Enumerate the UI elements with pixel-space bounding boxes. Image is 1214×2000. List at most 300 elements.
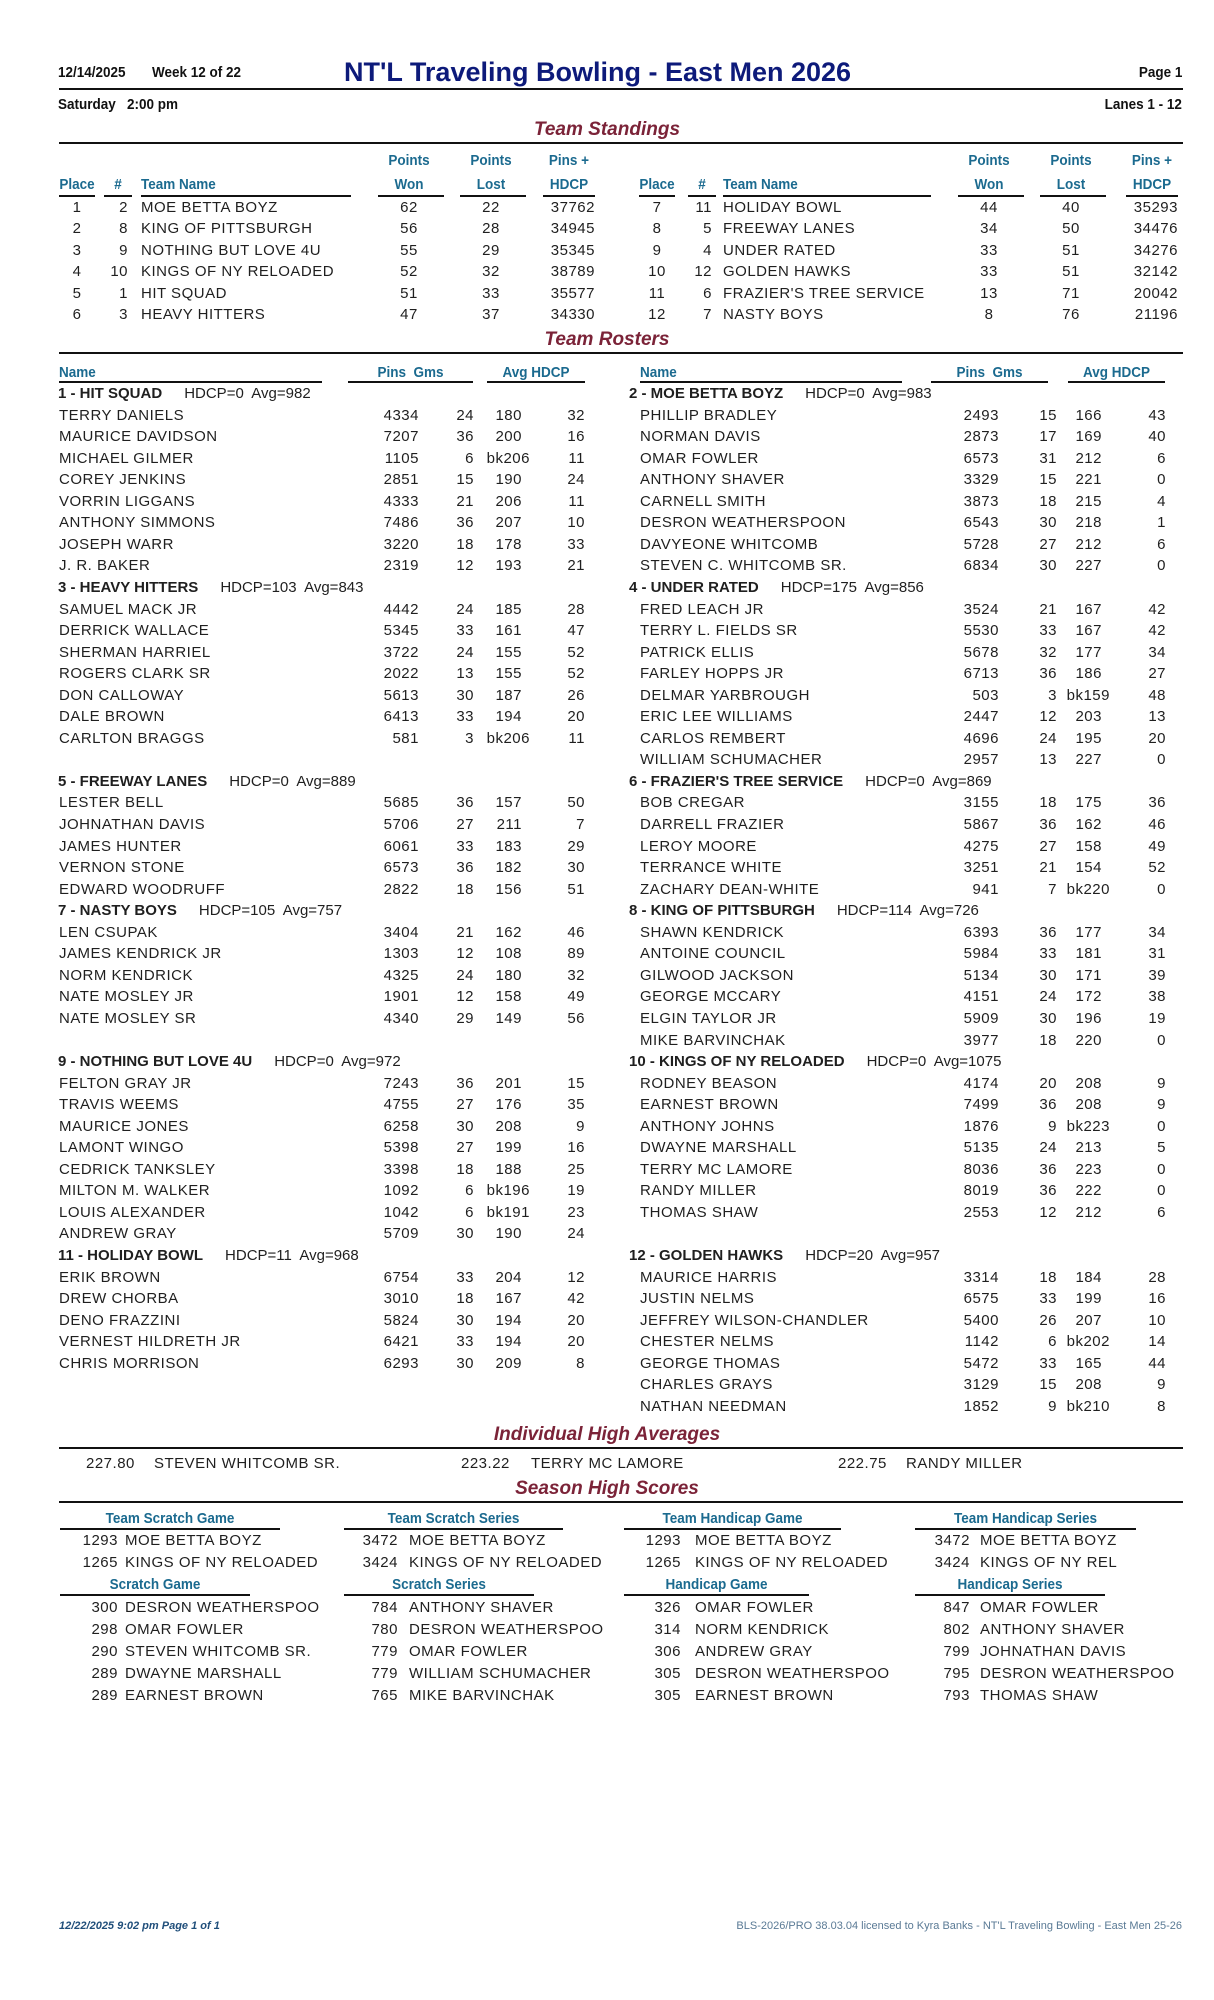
individual-high-name: OMAR FOWLER bbox=[695, 1599, 814, 1616]
player-handicap: 42 bbox=[567, 1290, 585, 1307]
player-handicap: 28 bbox=[1148, 1269, 1166, 1286]
standing-pins-hdcp: 32142 bbox=[1133, 263, 1178, 280]
team-roster-info: HDCP=0 Avg=982 bbox=[184, 385, 311, 402]
player-games: 6 bbox=[465, 1182, 474, 1199]
standing-points-won: 33 bbox=[980, 263, 998, 280]
report-title: NT'L Traveling Bowling - East Men 2026 bbox=[344, 57, 852, 87]
player-pins: 6421 bbox=[383, 1333, 419, 1350]
player-average: 206 bbox=[495, 493, 522, 510]
standing-team-number: 1 bbox=[119, 285, 128, 302]
high-averages-rule bbox=[59, 1447, 1183, 1449]
player-name: FRED LEACH JR bbox=[640, 601, 765, 618]
team-high-name: KINGS OF NY RELOADED bbox=[125, 1554, 319, 1571]
player-handicap: 0 bbox=[1157, 1032, 1166, 1049]
player-average: 190 bbox=[495, 1225, 522, 1242]
player-pins: 6573 bbox=[963, 450, 999, 467]
player-name: ERIK BROWN bbox=[59, 1269, 161, 1286]
player-handicap: 48 bbox=[1148, 687, 1166, 704]
player-handicap: 34 bbox=[1148, 644, 1166, 661]
player-pins: 5867 bbox=[963, 816, 999, 833]
player-pins: 3220 bbox=[383, 536, 419, 553]
standing-points-won: 44 bbox=[980, 199, 998, 216]
team-high-title: Team Scratch Game bbox=[105, 1510, 235, 1527]
season-high-title: Season High Scores bbox=[515, 1478, 699, 1499]
team-roster-header bbox=[58, 385, 311, 403]
player-name: NATE MOSLEY JR bbox=[59, 988, 194, 1005]
standing-points-lost: 50 bbox=[1062, 220, 1080, 237]
individual-high-name: EARNEST BROWN bbox=[695, 1687, 834, 1704]
player-games: 36 bbox=[456, 1075, 474, 1092]
player-handicap: 42 bbox=[1148, 601, 1166, 618]
team-roster-header bbox=[58, 579, 363, 597]
standing-team-name: HEAVY HITTERS bbox=[141, 306, 266, 323]
header-underline bbox=[624, 1594, 809, 1596]
header-underline bbox=[60, 1528, 280, 1530]
player-handicap: 0 bbox=[1157, 557, 1166, 574]
individual-high-score: 802 bbox=[943, 1621, 970, 1638]
team-roster-header bbox=[629, 579, 924, 597]
standing-points-won: 51 bbox=[400, 285, 418, 302]
player-pins: 3155 bbox=[963, 794, 999, 811]
header-underline bbox=[958, 195, 1024, 197]
standing-team-name: KINGS OF NY RELOADED bbox=[141, 263, 335, 280]
player-games: 15 bbox=[1039, 407, 1057, 424]
player-handicap: 49 bbox=[1148, 838, 1166, 855]
player-handicap: 23 bbox=[567, 1204, 585, 1221]
footer-license: BLS-2026/PRO 38.03.04 licensed to Kyra Banks - NT'L Traveling Bowling - East Men 25-26 bbox=[736, 1920, 1182, 1932]
header-underline bbox=[624, 1528, 841, 1530]
player-pins: 6834 bbox=[963, 557, 999, 574]
player-handicap: 44 bbox=[1148, 1355, 1166, 1372]
player-pins: 5706 bbox=[383, 816, 419, 833]
individual-high-score: 784 bbox=[371, 1599, 398, 1616]
player-average: 218 bbox=[1075, 514, 1102, 531]
player-average: 222 bbox=[1075, 1182, 1102, 1199]
player-name: PHILLIP BRADLEY bbox=[640, 407, 778, 424]
player-name: DARRELL FRAZIER bbox=[640, 816, 785, 833]
player-games: 15 bbox=[456, 471, 474, 488]
player-average: 149 bbox=[495, 1010, 522, 1027]
player-pins: 7243 bbox=[383, 1075, 419, 1092]
individual-high-name: OMAR FOWLER bbox=[409, 1643, 528, 1660]
standing-team-number: 7 bbox=[703, 306, 712, 323]
player-name: GILWOOD JACKSON bbox=[640, 967, 794, 984]
player-pins: 7499 bbox=[963, 1096, 999, 1113]
individual-high-score: 793 bbox=[943, 1687, 970, 1704]
player-name: MILTON M. WALKER bbox=[59, 1182, 211, 1199]
standing-team-name: UNDER RATED bbox=[723, 242, 836, 259]
player-games: 6 bbox=[1048, 1333, 1057, 1350]
player-average: 194 bbox=[495, 708, 522, 725]
player-handicap: 8 bbox=[576, 1355, 585, 1372]
player-games: 27 bbox=[1039, 838, 1057, 855]
individual-high-score: 795 bbox=[943, 1665, 970, 1682]
player-pins: 5472 bbox=[963, 1355, 999, 1372]
player-average: 157 bbox=[495, 794, 522, 811]
player-games: 18 bbox=[1039, 493, 1057, 510]
player-handicap: 26 bbox=[567, 687, 585, 704]
standing-pins-hdcp: 34476 bbox=[1133, 220, 1178, 237]
player-pins: 5824 bbox=[383, 1312, 419, 1329]
rosters-title: Team Rosters bbox=[544, 329, 670, 350]
header-underline bbox=[1068, 381, 1165, 383]
player-handicap: 43 bbox=[1148, 407, 1166, 424]
header-underline bbox=[723, 195, 931, 197]
standing-team-name: NOTHING BUT LOVE 4U bbox=[141, 242, 322, 259]
standing-points-lost: 71 bbox=[1062, 285, 1080, 302]
player-average: 172 bbox=[1075, 988, 1102, 1005]
header-number: # bbox=[698, 176, 706, 193]
standing-pins-hdcp: 35577 bbox=[550, 285, 595, 302]
player-games: 24 bbox=[456, 407, 474, 424]
player-games: 24 bbox=[456, 601, 474, 618]
high-averages-title: Individual High Averages bbox=[493, 1424, 721, 1445]
individual-high-score: 306 bbox=[654, 1643, 681, 1660]
standing-pins-hdcp: 37762 bbox=[550, 199, 595, 216]
standing-team-name: KING OF PITTSBURGH bbox=[141, 220, 313, 237]
header-underline bbox=[344, 1528, 563, 1530]
player-average: 165 bbox=[1075, 1355, 1102, 1372]
team-roster-header bbox=[629, 902, 979, 920]
header-underline bbox=[344, 1594, 534, 1596]
player-name: VERNON STONE bbox=[59, 859, 185, 876]
header-team-name: Team Name bbox=[141, 176, 216, 193]
standing-team-number: 12 bbox=[694, 263, 712, 280]
standing-points-won: 56 bbox=[400, 220, 418, 237]
player-handicap: 38 bbox=[1148, 988, 1166, 1005]
individual-high-name: OMAR FOWLER bbox=[125, 1621, 244, 1638]
player-name: ANTOINE COUNCIL bbox=[640, 945, 786, 962]
player-handicap: 19 bbox=[1148, 1010, 1166, 1027]
player-games: 32 bbox=[1039, 644, 1057, 661]
header-won: Won bbox=[394, 176, 424, 193]
header-lost: Lost bbox=[1056, 176, 1086, 193]
team-roster-header bbox=[629, 773, 992, 791]
team-high-name: KINGS OF NY RELOADED bbox=[695, 1554, 889, 1571]
standing-pins-hdcp: 34945 bbox=[550, 220, 595, 237]
page-label: Page 1 bbox=[1138, 64, 1182, 81]
individual-high-score: 779 bbox=[371, 1665, 398, 1682]
standing-team-number: 2 bbox=[119, 199, 128, 216]
player-average: 212 bbox=[1075, 536, 1102, 553]
player-games: 30 bbox=[456, 1312, 474, 1329]
header-underline bbox=[915, 1594, 1105, 1596]
player-games: 3 bbox=[1048, 687, 1057, 704]
player-average: 213 bbox=[1075, 1139, 1102, 1156]
player-games: 36 bbox=[456, 428, 474, 445]
team-high-title: Team Handicap Game bbox=[662, 1510, 803, 1527]
player-pins: 4334 bbox=[383, 407, 419, 424]
team-roster-name: 6 - FRAZIER'S TREE SERVICE bbox=[629, 773, 844, 790]
report-date: 12/14/2025 bbox=[58, 64, 126, 81]
player-name: JOSEPH WARR bbox=[59, 536, 174, 553]
player-handicap: 16 bbox=[567, 428, 585, 445]
standing-points-won: 13 bbox=[980, 285, 998, 302]
individual-high-score: 298 bbox=[91, 1621, 118, 1638]
standing-points-won: 8 bbox=[984, 306, 994, 323]
player-pins: 1042 bbox=[383, 1204, 419, 1221]
player-pins: 5398 bbox=[383, 1139, 419, 1156]
standing-place: 3 bbox=[72, 242, 82, 259]
player-games: 12 bbox=[1039, 708, 1057, 725]
player-games: 24 bbox=[1039, 730, 1057, 747]
player-handicap: 19 bbox=[567, 1182, 585, 1199]
header-pins-top: Pins + bbox=[548, 152, 590, 169]
team-roster-info: HDCP=105 Avg=757 bbox=[198, 902, 343, 919]
player-handicap: 0 bbox=[1157, 751, 1166, 768]
team-roster-header bbox=[629, 385, 932, 403]
high-average-value: 223.22 bbox=[461, 1455, 510, 1472]
player-handicap: 11 bbox=[568, 450, 585, 467]
player-name: DELMAR YARBROUGH bbox=[640, 687, 810, 704]
player-average: 208 bbox=[1075, 1075, 1102, 1092]
standing-points-lost: 51 bbox=[1062, 242, 1080, 259]
header-underline bbox=[640, 381, 902, 383]
player-name: EDWARD WOODRUFF bbox=[59, 881, 226, 898]
player-handicap: 9 bbox=[576, 1118, 585, 1135]
header-avg-hdcp: Avg HDCP bbox=[1082, 364, 1150, 381]
player-name: ANTHONY JOHNS bbox=[640, 1118, 775, 1135]
player-pins: 1852 bbox=[963, 1398, 999, 1415]
player-average: 208 bbox=[495, 1118, 522, 1135]
player-pins: 2022 bbox=[383, 665, 419, 682]
header-pins-games: Pins Gms bbox=[377, 364, 444, 381]
player-pins: 3010 bbox=[383, 1290, 419, 1307]
player-name: ANTHONY SHAVER bbox=[640, 471, 785, 488]
player-name: COREY JENKINS bbox=[59, 471, 187, 488]
player-pins: 3404 bbox=[383, 924, 419, 941]
player-pins: 5678 bbox=[963, 644, 999, 661]
player-games: 9 bbox=[1048, 1398, 1057, 1415]
player-handicap: 39 bbox=[1148, 967, 1166, 984]
player-name: RANDY MILLER bbox=[640, 1182, 757, 1199]
player-pins: 1105 bbox=[384, 450, 419, 467]
header-points-won-top: Points bbox=[968, 152, 1010, 169]
header-underline bbox=[59, 381, 322, 383]
player-handicap: 0 bbox=[1157, 1118, 1166, 1135]
header-underline bbox=[688, 195, 716, 197]
player-average: 195 bbox=[1075, 730, 1102, 747]
standing-place: 1 bbox=[72, 199, 82, 216]
team-high-score: 1265 bbox=[82, 1554, 118, 1571]
player-name: FARLEY HOPPS JR bbox=[640, 665, 784, 682]
individual-high-score: 290 bbox=[91, 1643, 118, 1660]
player-average: 227 bbox=[1075, 751, 1102, 768]
player-handicap: 7 bbox=[576, 816, 585, 833]
standing-points-won: 33 bbox=[980, 242, 998, 259]
player-pins: 8019 bbox=[963, 1182, 999, 1199]
player-games: 36 bbox=[1039, 1182, 1057, 1199]
standing-points-lost: 32 bbox=[482, 263, 500, 280]
standing-points-lost: 51 bbox=[1062, 263, 1080, 280]
player-pins: 5984 bbox=[963, 945, 999, 962]
player-pins: 4174 bbox=[963, 1075, 999, 1092]
high-average-name: TERRY MC LAMORE bbox=[531, 1455, 684, 1472]
player-average: 194 bbox=[495, 1312, 522, 1329]
player-name: NATE MOSLEY SR bbox=[59, 1010, 197, 1027]
header-name: Name bbox=[640, 364, 677, 381]
team-high-score: 1293 bbox=[645, 1532, 681, 1549]
standing-pins-hdcp: 35345 bbox=[550, 242, 595, 259]
standing-points-won: 62 bbox=[400, 199, 418, 216]
individual-high-name: STEVEN WHITCOMB SR. bbox=[125, 1643, 312, 1660]
team-high-title: Team Handicap Series bbox=[953, 1510, 1098, 1527]
player-average: 196 bbox=[1075, 1010, 1102, 1027]
standing-team-name: NASTY BOYS bbox=[723, 306, 824, 323]
player-pins: 5909 bbox=[963, 1010, 999, 1027]
team-high-name: MOE BETTA BOYZ bbox=[695, 1532, 832, 1549]
player-games: 17 bbox=[1039, 428, 1057, 445]
standing-team-number: 8 bbox=[119, 220, 128, 237]
standing-points-lost: 33 bbox=[482, 285, 500, 302]
player-games: 12 bbox=[1039, 1204, 1057, 1221]
player-pins: 5709 bbox=[383, 1225, 419, 1242]
player-pins: 3329 bbox=[963, 471, 999, 488]
player-games: 27 bbox=[456, 1139, 474, 1156]
standing-points-won: 55 bbox=[400, 242, 418, 259]
player-name: VORRIN LIGGANS bbox=[59, 493, 196, 510]
player-average: 187 bbox=[495, 687, 522, 704]
player-pins: 6413 bbox=[383, 708, 419, 725]
player-games: 30 bbox=[1039, 967, 1057, 984]
player-average: 155 bbox=[495, 644, 522, 661]
player-handicap: 20 bbox=[567, 708, 585, 725]
player-average: 108 bbox=[495, 945, 522, 962]
header-rule bbox=[59, 88, 1183, 90]
player-average: 227 bbox=[1075, 557, 1102, 574]
player-average: 223 bbox=[1075, 1161, 1102, 1178]
player-games: 33 bbox=[1039, 622, 1057, 639]
team-roster-name: 7 - NASTY BOYS bbox=[58, 902, 177, 919]
individual-high-title: Handicap Game bbox=[665, 1576, 768, 1593]
player-average: 207 bbox=[495, 514, 522, 531]
team-roster-header bbox=[629, 1247, 940, 1265]
header-underline bbox=[104, 195, 132, 197]
team-high-score: 3472 bbox=[362, 1532, 398, 1549]
player-pins: 2957 bbox=[963, 751, 999, 768]
player-pins: 5613 bbox=[383, 687, 419, 704]
player-average: 167 bbox=[1075, 601, 1102, 618]
player-games: 18 bbox=[456, 1290, 474, 1307]
team-roster-info: HDCP=175 Avg=856 bbox=[780, 579, 924, 596]
player-handicap: 30 bbox=[567, 859, 585, 876]
player-handicap: 6 bbox=[1157, 1204, 1166, 1221]
player-handicap: 47 bbox=[567, 622, 585, 639]
standing-team-number: 11 bbox=[695, 199, 712, 216]
player-average: 211 bbox=[496, 816, 522, 833]
player-pins: 5685 bbox=[383, 794, 419, 811]
player-handicap: 27 bbox=[1148, 665, 1166, 682]
player-games: 15 bbox=[1039, 471, 1057, 488]
player-games: 15 bbox=[1039, 1376, 1057, 1393]
individual-high-name: ANDREW GRAY bbox=[695, 1643, 813, 1660]
player-name: DREW CHORBA bbox=[59, 1290, 179, 1307]
team-roster-info: HDCP=11 Avg=968 bbox=[225, 1247, 359, 1264]
player-name: DALE BROWN bbox=[59, 708, 165, 725]
player-name: CHESTER NELMS bbox=[640, 1333, 775, 1350]
player-name: TRAVIS WEEMS bbox=[59, 1096, 179, 1113]
lanes-label: Lanes 1 - 12 bbox=[1104, 96, 1182, 113]
player-average: 184 bbox=[1075, 1269, 1102, 1286]
player-games: 27 bbox=[456, 816, 474, 833]
standing-points-won: 52 bbox=[400, 263, 418, 280]
player-handicap: 5 bbox=[1157, 1139, 1166, 1156]
high-average-value: 227.80 bbox=[86, 1455, 135, 1472]
player-pins: 5400 bbox=[963, 1312, 999, 1329]
player-handicap: 28 bbox=[567, 601, 585, 618]
player-handicap: 10 bbox=[567, 514, 585, 531]
team-roster-header bbox=[629, 1053, 1001, 1071]
individual-high-name: MIKE BARVINCHAK bbox=[409, 1687, 555, 1704]
player-games: 3 bbox=[465, 730, 474, 747]
player-games: 33 bbox=[456, 708, 474, 725]
player-games: 24 bbox=[1039, 1139, 1057, 1156]
header-underline bbox=[543, 195, 595, 197]
header-underline bbox=[1040, 195, 1106, 197]
player-name: TERRANCE WHITE bbox=[640, 859, 782, 876]
player-handicap: 14 bbox=[1148, 1333, 1166, 1350]
player-handicap: 9 bbox=[1157, 1376, 1166, 1393]
player-pins: 7207 bbox=[383, 428, 419, 445]
player-games: 36 bbox=[1039, 1096, 1057, 1113]
player-average: 180 bbox=[495, 407, 522, 424]
header-hdcp: HDCP bbox=[1132, 176, 1172, 193]
player-average: 158 bbox=[1075, 838, 1102, 855]
player-pins: 6061 bbox=[383, 838, 419, 855]
player-pins: 6575 bbox=[963, 1290, 999, 1307]
player-average: bk202 bbox=[1066, 1333, 1110, 1350]
team-roster-header bbox=[58, 773, 356, 791]
individual-high-score: 305 bbox=[654, 1665, 681, 1682]
player-name: GEORGE THOMAS bbox=[640, 1355, 781, 1372]
day-time: Saturday 2:00 pm bbox=[58, 96, 179, 113]
player-pins: 5134 bbox=[963, 967, 999, 984]
player-games: 36 bbox=[1039, 665, 1057, 682]
player-name: DAVYEONE WHITCOMB bbox=[640, 536, 819, 553]
standing-team-name: HIT SQUAD bbox=[141, 285, 227, 302]
player-games: 21 bbox=[1039, 601, 1057, 618]
player-pins: 1901 bbox=[383, 988, 419, 1005]
player-games: 29 bbox=[456, 1010, 474, 1027]
team-high-title: Team Scratch Series bbox=[387, 1510, 520, 1527]
player-name: CHRIS MORRISON bbox=[59, 1355, 200, 1372]
team-roster-name: 5 - FREEWAY LANES bbox=[58, 773, 208, 790]
player-name: MAURICE DAVIDSON bbox=[59, 428, 218, 445]
player-name: TERRY L. FIELDS SR bbox=[640, 622, 798, 639]
player-pins: 6393 bbox=[963, 924, 999, 941]
header-underline bbox=[639, 195, 675, 197]
player-games: 33 bbox=[1039, 1355, 1057, 1372]
player-games: 33 bbox=[1039, 945, 1057, 962]
player-pins: 3398 bbox=[383, 1161, 419, 1178]
player-games: 21 bbox=[456, 924, 474, 941]
header-underline bbox=[141, 195, 351, 197]
standing-team-number: 9 bbox=[119, 242, 128, 259]
season-high-rule bbox=[59, 1501, 1183, 1503]
player-handicap: 12 bbox=[567, 1269, 585, 1286]
team-roster-name: 10 - KINGS OF NY RELOADED bbox=[629, 1053, 845, 1070]
player-games: 33 bbox=[1039, 1290, 1057, 1307]
standings-title: Team Standings bbox=[533, 119, 681, 140]
standing-place: 6 bbox=[72, 306, 82, 323]
player-games: 36 bbox=[456, 859, 474, 876]
individual-high-score: 780 bbox=[371, 1621, 398, 1638]
standing-team-name: FRAZIER'S TREE SERVICE bbox=[723, 285, 925, 302]
player-name: NORMAN DAVIS bbox=[640, 428, 761, 445]
standing-team-name: MOE BETTA BOYZ bbox=[141, 199, 278, 216]
team-roster-info: HDCP=0 Avg=983 bbox=[805, 385, 932, 402]
header-points-won-top: Points bbox=[388, 152, 430, 169]
